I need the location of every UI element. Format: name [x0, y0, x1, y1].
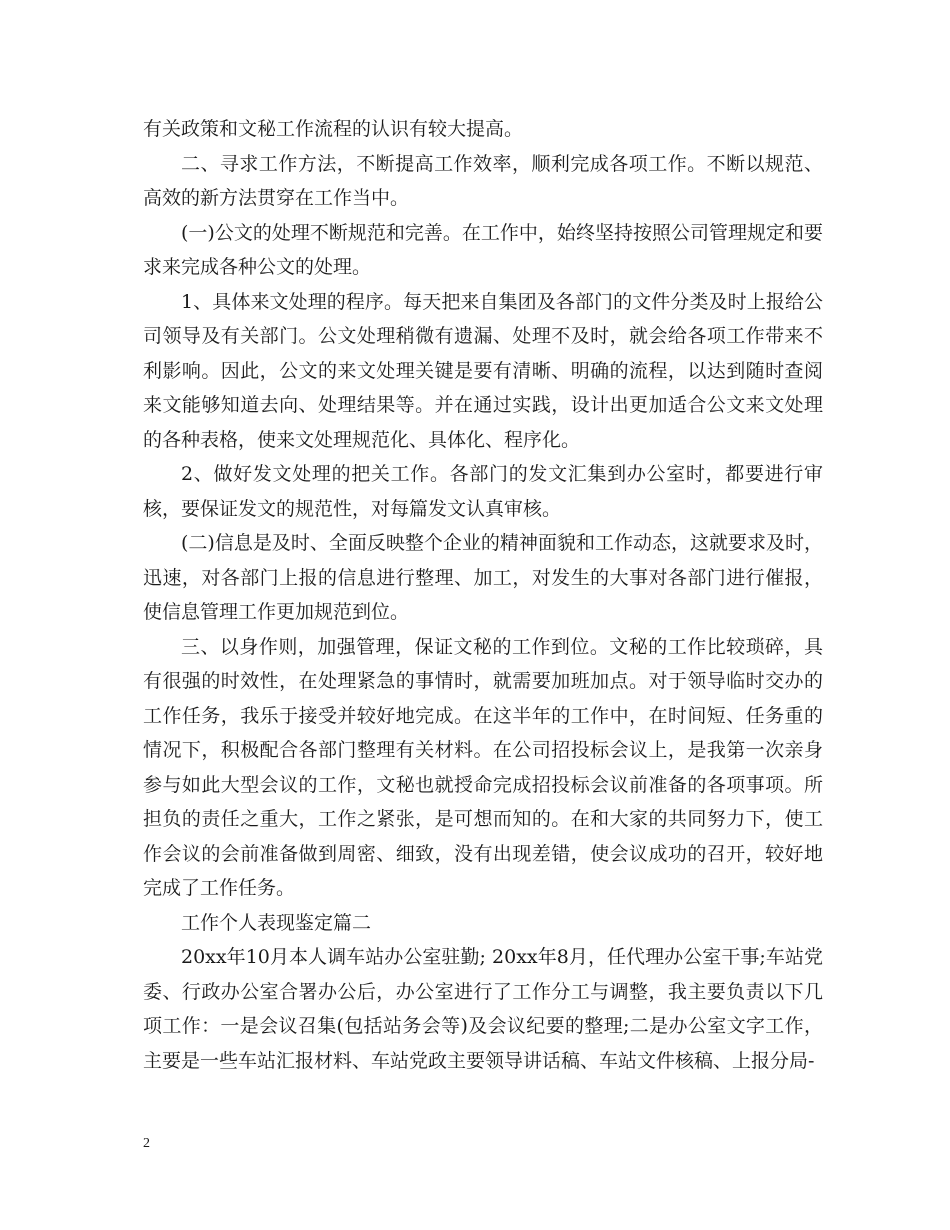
section-heading: 工作个人表现鉴定篇二	[181, 911, 372, 934]
paragraph-5: 2、做好发文处理的把关工作。各部门的发文汇集到办公室时，都要进行审核，要保证发文的规范性，对每篇发文认真审核。	[143, 463, 823, 520]
paragraph-3: (一)公文的处理不断规范和完善。在工作中，始终坚持按照公司管理规定和要求来完成各种公文的处理。	[143, 221, 823, 278]
paragraph-7: 三、以身作则，加强管理，保证文秘的工作到位。文秘的工作比较琐碎，具有很强的时效性，在处理紧急的事情时，就需要加班加点。对于领导临时交办的工作任务，我乐于接受并较好地完成。在这半年的工作中，在时间短、任务重的情况下，积极配合各部门整理有关材料。在公司招投标会议上，是我第一次亲身参与如此大型会议的工作，文秘也就授命完成招投标会议前准备的各项事项。所担负的责任之重大，工作之紧张，是可想而知的。在和大家的共同努力下，使工作会议的会前准备做到周密、细致，没有出现差错，使会议成功的召开，较好地完成了工作任务。	[143, 635, 823, 899]
paragraph-4: 1、具体来文处理的程序。每天把来自集团及各部门的文件分类及时上报给公司领导及有关部门。公文处理稍微有遗漏、处理不及时，就会给各项工作带来不利影响。因此，公文的来文处理关键是要有清晰、明确的流程，以达到随时查阅来文能够知道去向、处理结果等。并在通过实践，设计出更加适合公文来文处理的各种表格，使来文处理规范化、具体化、程序化。	[143, 290, 823, 451]
paragraph-2: 二、寻求工作方法，不断提高工作效率，顺利完成各项工作。不断以规范、高效的新方法贯穿在工作当中。	[143, 152, 823, 209]
page-number: 2	[143, 1136, 150, 1151]
document-body	[143, 112, 823, 1078]
paragraph-8: 20xx年10月本人调车站办公室驻勤; 20xx年8月，任代理办公室干事;车站党委、行政办公室合署办公后，办公室进行了工作分工与调整，我主要负责以下几项工作：一是会议召集(包括站务会等)及会议纪要的整理;二是办公室文字工作，主要是一些车站汇报材料、车站党政主要领导讲话稿、车站文件核稿、上报分局-	[143, 946, 823, 1072]
paragraph-1: 有关政策和文秘工作流程的认识有较大提高。	[143, 118, 524, 140]
paragraph-6: (二)信息是及时、全面反映整个企业的精神面貌和工作动态，这就要求及时，迅速，对各部门上报的信息进行整理、加工，对发生的大事对各部门进行催报，使信息管理工作更加规范到位。	[143, 532, 823, 623]
